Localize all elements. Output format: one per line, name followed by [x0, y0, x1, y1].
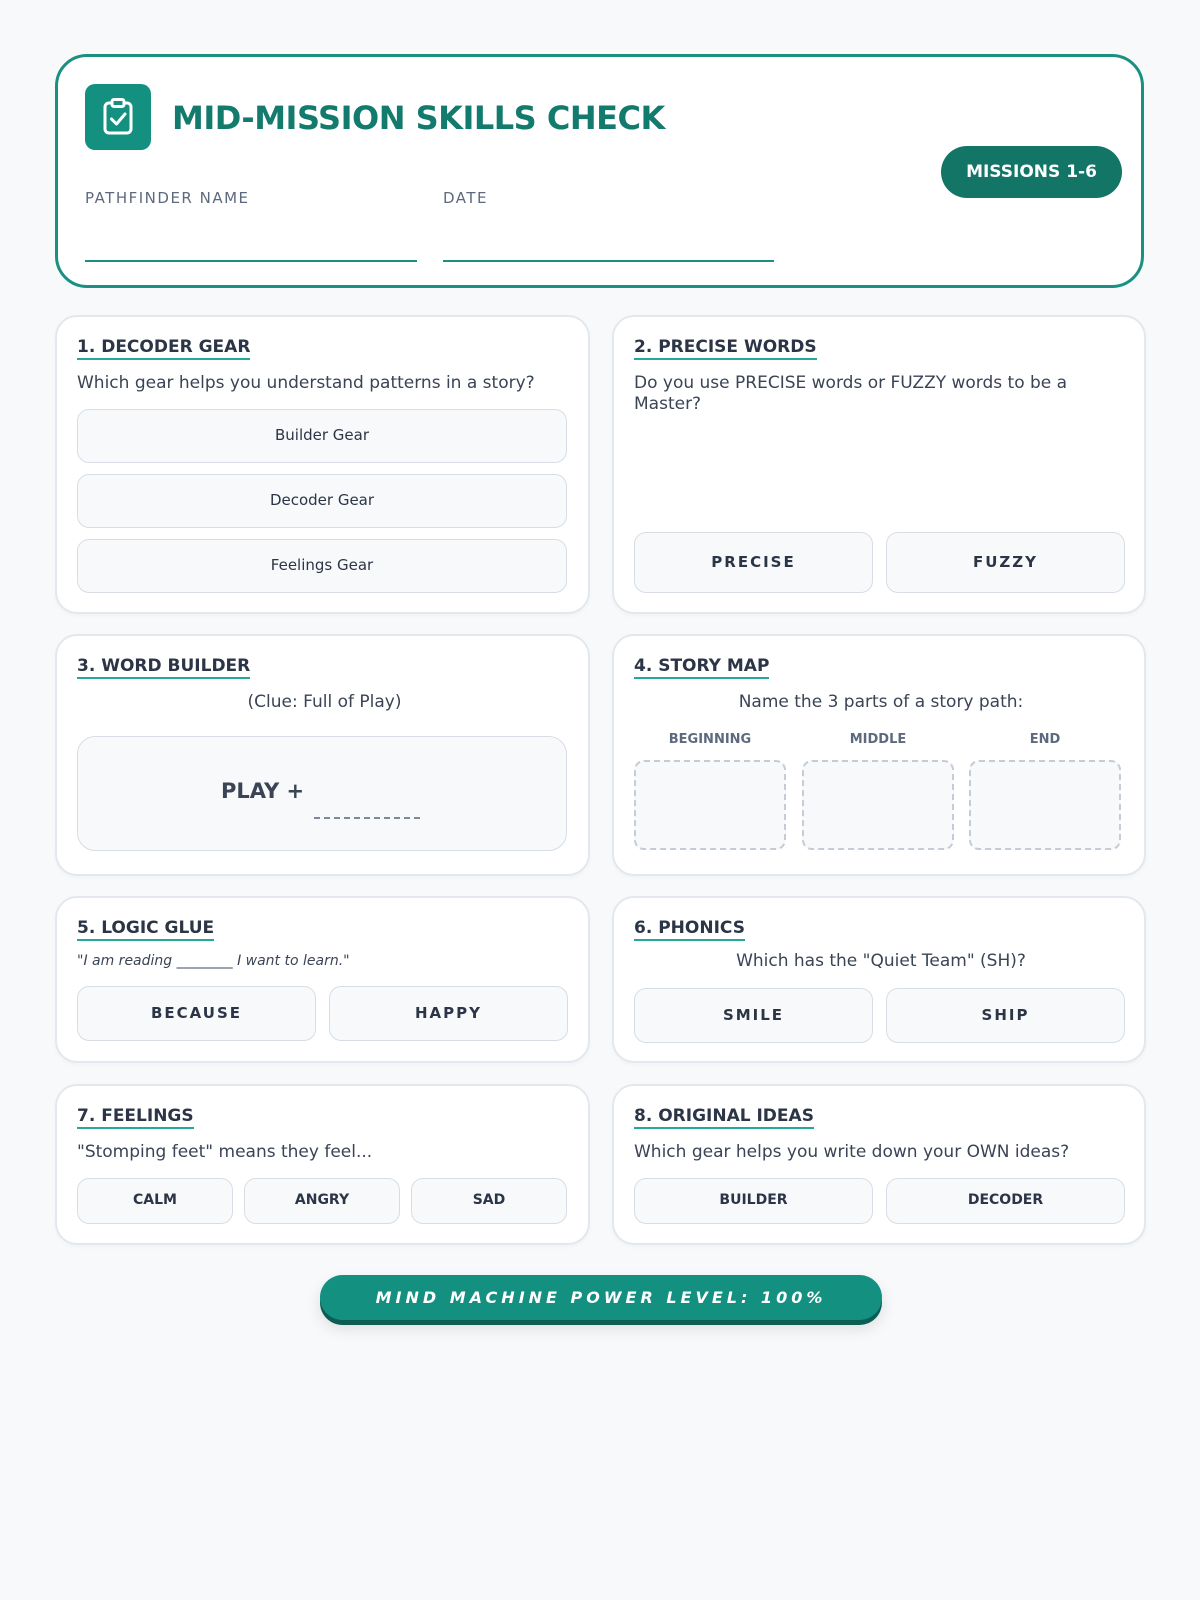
beginning-box[interactable] — [634, 760, 786, 850]
card-title: 1. DECODER GEAR — [77, 337, 250, 360]
power-level-banner: MIND MACHINE POWER LEVEL: 100% — [320, 1275, 882, 1320]
clue-text: (Clue: Full of Play) — [247, 692, 402, 712]
sentence-text: "I am reading ________ I want to learn." — [77, 953, 350, 969]
card-title: 8. ORIGINAL IDEAS — [634, 1106, 814, 1129]
option-calm[interactable]: CALM — [77, 1178, 233, 1224]
middle-label: MIDDLE — [849, 732, 907, 747]
question-card-2 — [612, 315, 1146, 614]
option-decoder[interactable]: DECODER — [886, 1178, 1125, 1224]
card-title: 6. PHONICS — [634, 918, 745, 941]
middle-box[interactable] — [802, 760, 954, 850]
pathfinder-name-label: PATHFINDER NAME — [85, 189, 250, 207]
missions-badge: MISSIONS 1-6 — [941, 146, 1122, 198]
question-card-7 — [55, 1084, 590, 1245]
card-title: 4. STORY MAP — [634, 656, 769, 679]
answer-blank[interactable] — [314, 817, 420, 819]
date-label: DATE — [443, 189, 489, 207]
option-fuzzy[interactable]: FUZZY — [886, 532, 1125, 593]
question-card-3 — [55, 634, 590, 876]
card-title: 2. PRECISE WORDS — [634, 337, 817, 360]
option-decoder-gear[interactable]: Decoder Gear — [77, 474, 567, 528]
header-card — [55, 54, 1144, 288]
card-title: 3. WORD BUILDER — [77, 656, 250, 679]
question-text: "Stomping feet" means they feel... — [77, 1142, 373, 1162]
word-prefix: PLAY + — [221, 779, 305, 803]
option-smile[interactable]: SMILE — [634, 988, 873, 1043]
clipboard-check-icon — [85, 84, 151, 150]
card-title: 5. LOGIC GLUE — [77, 918, 214, 941]
question-card-4 — [612, 634, 1146, 876]
pathfinder-name-field[interactable] — [85, 260, 417, 262]
question-text: Name the 3 parts of a story path: — [738, 692, 1024, 712]
end-box[interactable] — [969, 760, 1121, 850]
option-ship[interactable]: SHIP — [886, 988, 1125, 1043]
question-card-6 — [612, 896, 1146, 1063]
option-feelings-gear[interactable]: Feelings Gear — [77, 539, 567, 593]
option-builder[interactable]: BUILDER — [634, 1178, 873, 1224]
option-builder-gear[interactable]: Builder Gear — [77, 409, 567, 463]
card-title: 7. FEELINGS — [77, 1106, 194, 1129]
question-text: Which gear helps you write down your OWN ideas? — [634, 1142, 1070, 1162]
end-label: END — [1029, 732, 1061, 747]
question-card-1 — [55, 315, 590, 614]
option-precise[interactable]: PRECISE — [634, 532, 873, 593]
option-angry[interactable]: ANGRY — [244, 1178, 400, 1224]
option-because[interactable]: BECAUSE — [77, 986, 316, 1041]
option-sad[interactable]: SAD — [411, 1178, 567, 1224]
question-text: Which has the "Quiet Team" (SH)? — [736, 951, 1026, 971]
question-text: Which gear helps you understand patterns in a story? — [77, 373, 535, 393]
beginning-label: BEGINNING — [668, 732, 752, 747]
option-happy[interactable]: HAPPY — [329, 986, 568, 1041]
question-text: Do you use PRECISE words or FUZZY words to be a Master? — [634, 373, 1068, 414]
word-builder-box — [77, 736, 567, 851]
question-card-8 — [612, 1084, 1146, 1245]
question-card-5 — [55, 896, 590, 1063]
date-field[interactable] — [443, 260, 774, 262]
page-title: MID-MISSION SKILLS CHECK — [172, 99, 665, 137]
